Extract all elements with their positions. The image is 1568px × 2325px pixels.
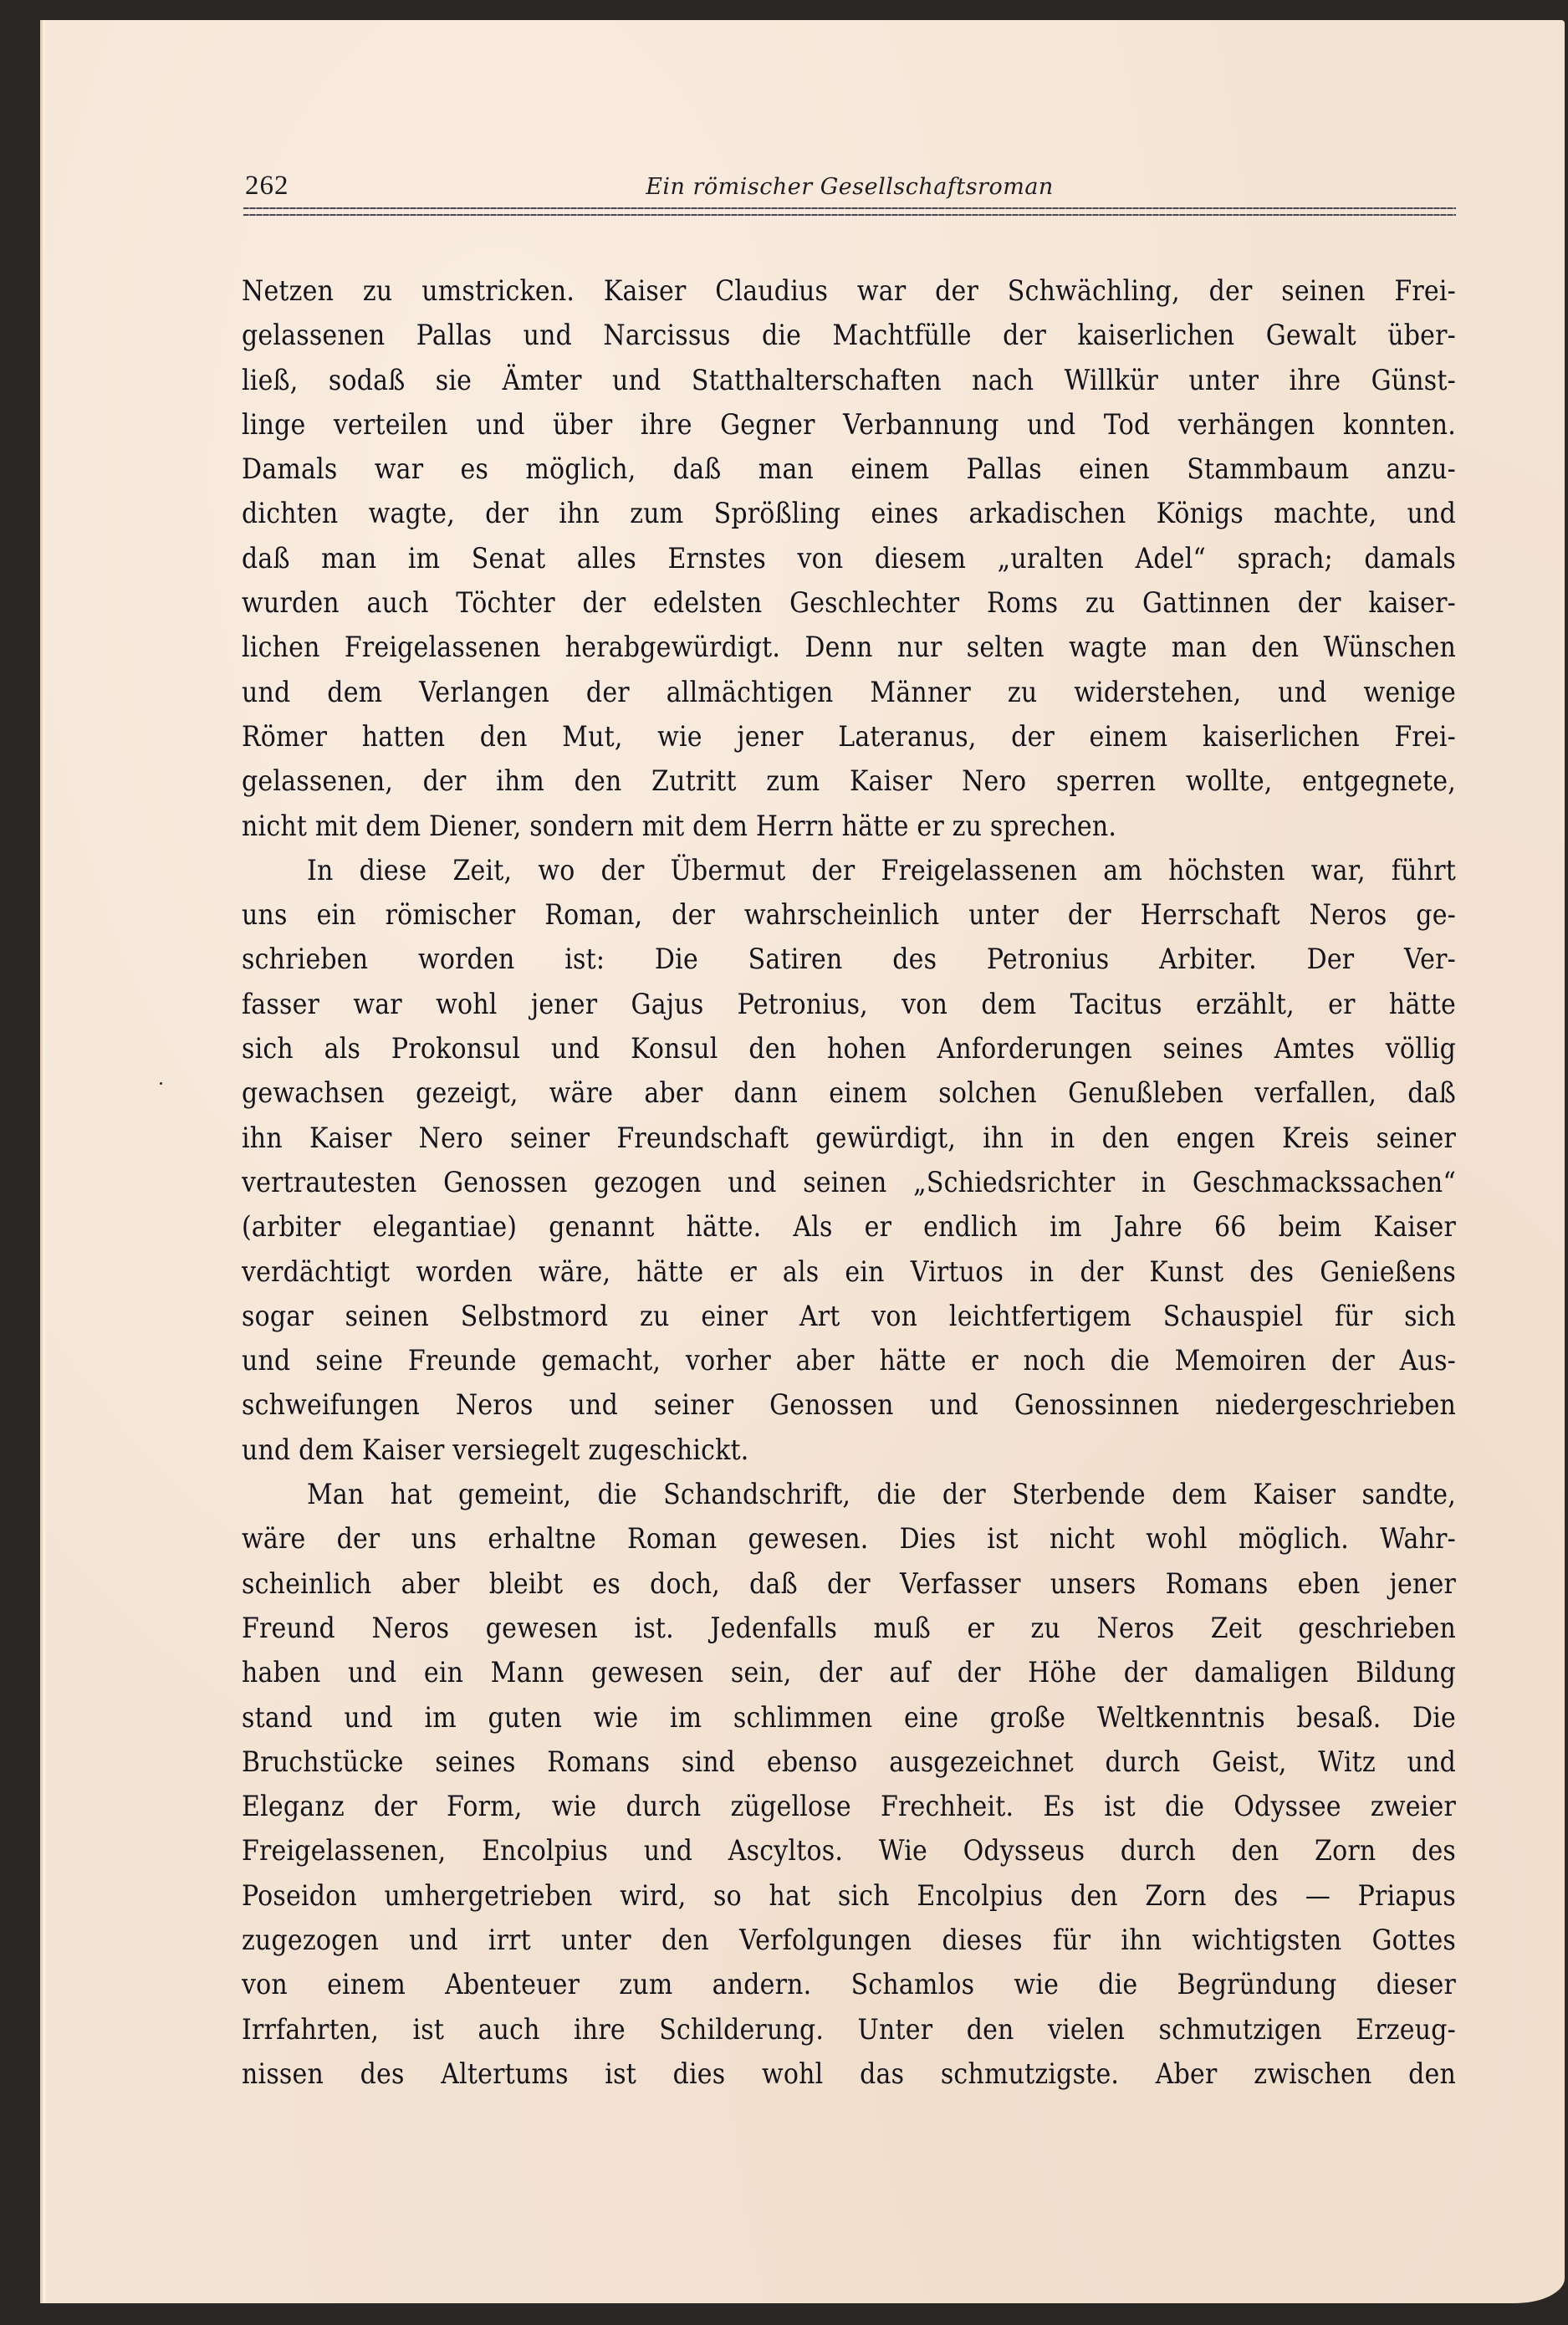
- text-line-content: linge verteilen und über ihre Gegner Verbannung und Tod verhängen konnten.: [242, 408, 1456, 442]
- text-line: [242, 534, 1456, 585]
- text-line-content: sich als Prokonsul und Konsul den hohen Anforderungen seines Amtes völlig: [242, 1032, 1456, 1066]
- header-rule-top: [243, 207, 1456, 209]
- text-line: [242, 1158, 1456, 1208]
- text-line-content: Netzen zu umstricken. Kaiser Claudius war der Schwächling, der seinen Frei-: [242, 274, 1456, 309]
- text-line-content: Eleganz der Form, wie durch zügellose Frechheit. Es ist die Odyssee zweier: [242, 1790, 1456, 1824]
- text-line-content: sogar seinen Selbstmord zu einer Art von leichtfertigem Schauspiel für sich: [242, 1300, 1456, 1333]
- text-line-content: ihn Kaiser Nero seiner Freundschaft gewürdigt, ihn in den engen Kreis seiner: [242, 1122, 1456, 1155]
- text-line: [242, 1916, 1456, 1966]
- text-line-content: Freigelassenen, Encolpius und Ascyltos. Wie Odysseus durch den Zorn des: [242, 1835, 1456, 1868]
- text-line: [242, 980, 1456, 1030]
- text-line: [242, 2005, 1456, 2055]
- paper-speck: [160, 1082, 162, 1085]
- text-line-content: nissen des Altertums ist dies wohl das schmutzigste. Aber zwischen den: [242, 2057, 1456, 2091]
- text-line-content: vertrautesten Genossen gezogen und seinen „Schiedsrichter in Geschmackssachen“: [242, 1166, 1456, 1200]
- text-line: [242, 1381, 1456, 1431]
- text-line: [242, 1426, 1456, 1476]
- text-line: [242, 1203, 1456, 1253]
- text-line: [242, 623, 1456, 673]
- text-line-content: und seine Freunde gemacht, vorher aber hätte er noch die Memoiren der Aus-: [242, 1345, 1456, 1378]
- text-line-content: daß man im Senat alles Ernstes von diesem „uralten Adel“ sprach; damals: [242, 542, 1456, 575]
- text-line: [242, 1025, 1456, 1075]
- text-line: [242, 267, 1456, 317]
- text-line: [242, 1069, 1456, 1119]
- text-line: [242, 1336, 1456, 1387]
- text-line: [242, 1648, 1456, 1699]
- text-line: [242, 713, 1456, 763]
- text-line-content: stand und im guten wie im schlimmen eine große Weltkenntnis besaß. Die: [242, 1701, 1456, 1735]
- text-line-content: gelassenen, der ihm den Zutritt zum Kaiser Nero sperren wollte, entgegnete,: [242, 765, 1456, 799]
- text-line-content: gewachsen gezeigt, wäre aber dann einem solchen Genußleben verfallen, daß: [242, 1077, 1456, 1111]
- text-line-content: lichen Freigelassenen herabgewürdigt. Denn nur selten wagte man den Wünschen: [242, 631, 1456, 665]
- text-line-content: Bruchstücke seines Romans sind ebenso ausgezeichnet durch Geist, Witz und: [242, 1745, 1456, 1779]
- text-line-content: wäre der uns erhaltne Roman gewesen. Dies ist nicht wohl möglich. Wahr-: [242, 1523, 1456, 1556]
- text-line-content: zugezogen und irrt unter den Verfolgungen dieses für ihn wichtigsten Gottes: [242, 1924, 1456, 1958]
- text-line: [242, 1559, 1456, 1609]
- text-line-content: scheinlich aber bleibt es doch, daß der Verfasser unsers Romans eben jener: [242, 1567, 1456, 1601]
- page-number: 262: [245, 171, 289, 201]
- text-line: [242, 1515, 1456, 1565]
- text-line-content: Man hat gemeint, die Schandschrift, die der Sterbende dem Kaiser sandte,: [307, 1478, 1456, 1512]
- text-line-content: schweifungen Neros und seiner Genossen und Genossinnen niedergeschrieben: [242, 1389, 1456, 1423]
- text-line: [242, 579, 1456, 629]
- book-page: [40, 20, 1565, 2303]
- text-line-content: Römer hatten den Mut, wie jener Lateranus, der einem kaiserlichen Frei-: [242, 720, 1456, 754]
- text-line-content: (arbiter elegantiae) genannt hätte. Als er endlich im Jahre 66 beim Kaiser: [242, 1211, 1456, 1244]
- text-line: [242, 1693, 1456, 1743]
- text-line-content: uns ein römischer Roman, der wahrscheinlich unter der Herrschaft Neros ge-: [242, 899, 1456, 933]
- body-text: [242, 269, 1456, 2097]
- text-line: [242, 1292, 1456, 1342]
- text-line-content: gelassenen Pallas und Narcissus die Machtfülle der kaiserlichen Gewalt über-: [242, 319, 1456, 353]
- header-rule-bottom: [243, 214, 1456, 216]
- text-line-content: In diese Zeit, wo der Übermut der Freigelassenen am höchsten war, führt: [307, 854, 1456, 887]
- text-line-content: Irrfahrten, ist auch ihre Schilderung. Unter den vielen schmutzigen Erzeug-: [242, 2013, 1456, 2047]
- text-line: [242, 1871, 1456, 1921]
- text-line-content: von einem Abenteuer zum andern. Schamlos wie die Begründung dieser: [242, 1969, 1456, 2002]
- text-line: [242, 1738, 1456, 1788]
- text-line: [242, 1113, 1456, 1163]
- running-title: Ein römischer Gesellschaftsroman: [646, 174, 1054, 200]
- text-line: [242, 1604, 1456, 1654]
- text-line: [242, 1960, 1456, 2011]
- text-line: [242, 891, 1456, 941]
- text-line: [242, 489, 1456, 539]
- text-line-content: haben und ein Mann gewesen sein, der auf der Höhe der damaligen Bildung: [242, 1657, 1456, 1690]
- text-line: [242, 401, 1456, 451]
- text-line-content: Freund Neros gewesen ist. Jedenfalls muß er zu Neros Zeit geschrieben: [242, 1612, 1456, 1645]
- text-line-content: Poseidon umhergetrieben wird, so hat sich Encolpius den Zorn des — Priapus: [242, 1879, 1456, 1913]
- text-line: [242, 311, 1456, 361]
- text-line: [242, 1782, 1456, 1832]
- text-line-content: nicht mit dem Diener, sondern mit dem Herrn hätte er zu sprechen.: [242, 810, 1117, 843]
- text-line: [242, 1247, 1456, 1297]
- text-line: [242, 2050, 1456, 2100]
- text-line: [242, 1827, 1456, 1877]
- text-line: [242, 801, 1456, 851]
- text-line-content: und dem Verlangen der allmächtigen Männer zu widerstehen, und wenige: [242, 676, 1456, 709]
- text-line-content: schrieben worden ist: Die Satiren des Petronius Arbiter. Der Ver-: [242, 943, 1456, 977]
- text-line: [242, 667, 1456, 718]
- page-header: [243, 171, 1456, 209]
- text-line-content: Damals war es möglich, daß man einem Pallas einen Stammbaum anzu-: [242, 453, 1456, 487]
- text-line-content: verdächtigt worden wäre, hätte er als ein Virtuos in der Kunst des Genießens: [242, 1255, 1456, 1289]
- paragraph-first-line: [242, 1470, 1456, 1520]
- paragraph-first-line: [242, 846, 1456, 897]
- text-line: [242, 355, 1456, 406]
- text-line-content: wurden auch Töchter der edelsten Geschlechter Roms zu Gattinnen der kaiser-: [242, 586, 1456, 621]
- text-line-content: ließ, sodaß sie Ämter und Statthalterschaften nach Willkür unter ihre Günst-: [242, 364, 1456, 397]
- text-line-content: und dem Kaiser versiegelt zugeschickt.: [242, 1433, 749, 1467]
- text-line: [242, 757, 1456, 807]
- text-line: [242, 445, 1456, 495]
- text-line: [242, 935, 1456, 985]
- text-line-content: dichten wagte, der ihn zum Sprößling eines arkadischen Königs machte, und: [242, 498, 1456, 531]
- text-line-content: fasser war wohl jener Gajus Petronius, von dem Tacitus erzählt, er hätte: [242, 988, 1456, 1021]
